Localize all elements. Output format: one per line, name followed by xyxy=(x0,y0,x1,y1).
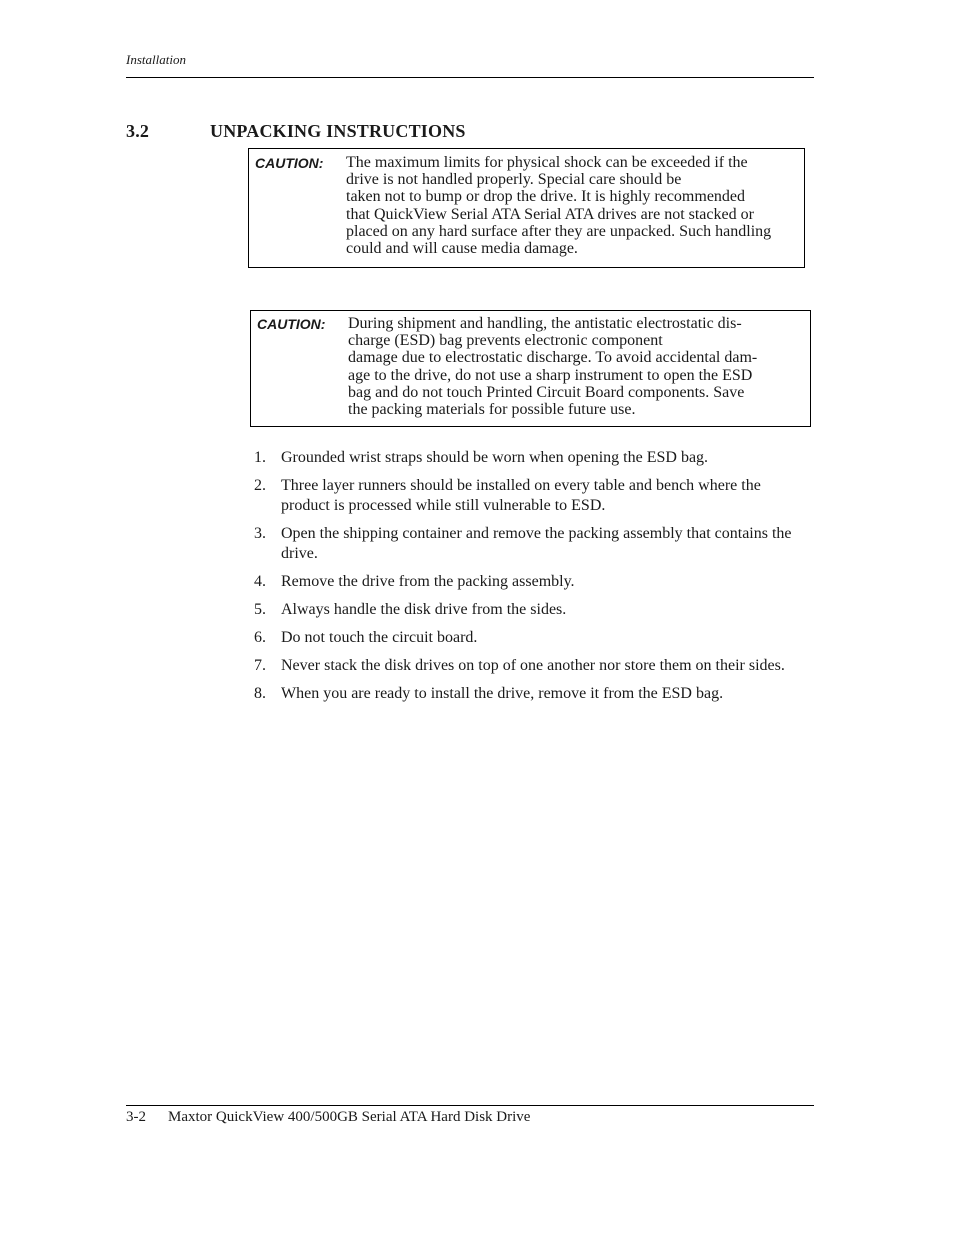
step-text: When you are ready to install the drive, remove it from the ESD bag. xyxy=(281,685,724,702)
footer-title: Maxtor QuickView 400/500GB Serial ATA Hard Disk Drive xyxy=(168,1109,531,1125)
step-text: Open the shipping container and remove the packing assembly that contains the drive. xyxy=(281,525,792,562)
caution-box-shock xyxy=(248,148,805,268)
step-number: 7. xyxy=(254,657,266,674)
step-text: Do not touch the circuit board. xyxy=(281,629,478,646)
step-number: 8. xyxy=(254,685,266,702)
list-item xyxy=(250,684,810,704)
caution-line: charge (ESD) bag prevents electronic component xyxy=(348,332,663,350)
caution-line: During shipment and handling, the antistatic electrostatic dis- xyxy=(348,315,742,332)
section-title: UNPACKING INSTRUCTIONS xyxy=(210,121,466,141)
step-number: 4. xyxy=(254,573,266,590)
caution-line: placed on any hard surface after they are unpacked. Such handling xyxy=(346,222,772,240)
caution-line: damage due to electrostatic discharge. To avoid accidental dam- xyxy=(348,349,758,367)
caution-line: The maximum limits for physical shock can be exceeded if the xyxy=(346,154,748,171)
list-item xyxy=(250,448,810,468)
caution-line: bag and do not touch Printed Circuit Board components. Save xyxy=(348,383,745,401)
list-item xyxy=(250,476,810,516)
running-head: Installation xyxy=(126,52,186,67)
caution-text xyxy=(346,154,771,257)
caution-text xyxy=(348,315,757,418)
step-number: 6. xyxy=(254,629,266,646)
step-number: 5. xyxy=(254,601,266,618)
step-number: 3. xyxy=(254,525,266,542)
footer-rule xyxy=(126,1105,814,1106)
step-text: Remove the drive from the packing assembly. xyxy=(281,573,575,590)
caution-line: taken not to bump or drop the drive. It is highly recommended xyxy=(346,188,746,206)
list-item xyxy=(250,524,810,564)
step-text: Three layer runners should be installed on every table and bench where the product is processed while still vulnerable to ESD. xyxy=(281,477,761,514)
step-number: 1. xyxy=(254,449,266,466)
step-number: 2. xyxy=(254,477,266,494)
caution-label: CAUTION: xyxy=(257,316,326,332)
caution-line: drive is not handled properly. Special care should be xyxy=(346,171,682,189)
list-item xyxy=(250,600,810,620)
page-number: 3-2 xyxy=(126,1109,146,1125)
list-item xyxy=(250,572,810,592)
caution-line: age to the drive, do not use a sharp instrument to open the ESD xyxy=(348,366,753,384)
header-rule xyxy=(126,77,814,78)
step-text: Grounded wrist straps should be worn when opening the ESD bag. xyxy=(281,449,709,466)
step-text: Always handle the disk drive from the sides. xyxy=(281,601,567,618)
caution-line: that QuickView Serial ATA Serial ATA drives are not stacked or xyxy=(346,205,754,223)
caution-line: the packing materials for possible future use. xyxy=(348,401,636,419)
caution-box-esd xyxy=(250,310,811,427)
step-text: Never stack the disk drives on top of one another nor store them on their sides. xyxy=(281,657,785,674)
list-item xyxy=(250,656,810,676)
caution-label: CAUTION: xyxy=(255,155,324,171)
caution-line: could and will cause media damage. xyxy=(346,240,578,258)
list-item xyxy=(250,628,810,648)
unpacking-steps-list xyxy=(250,448,810,712)
section-number: 3.2 xyxy=(126,121,150,141)
